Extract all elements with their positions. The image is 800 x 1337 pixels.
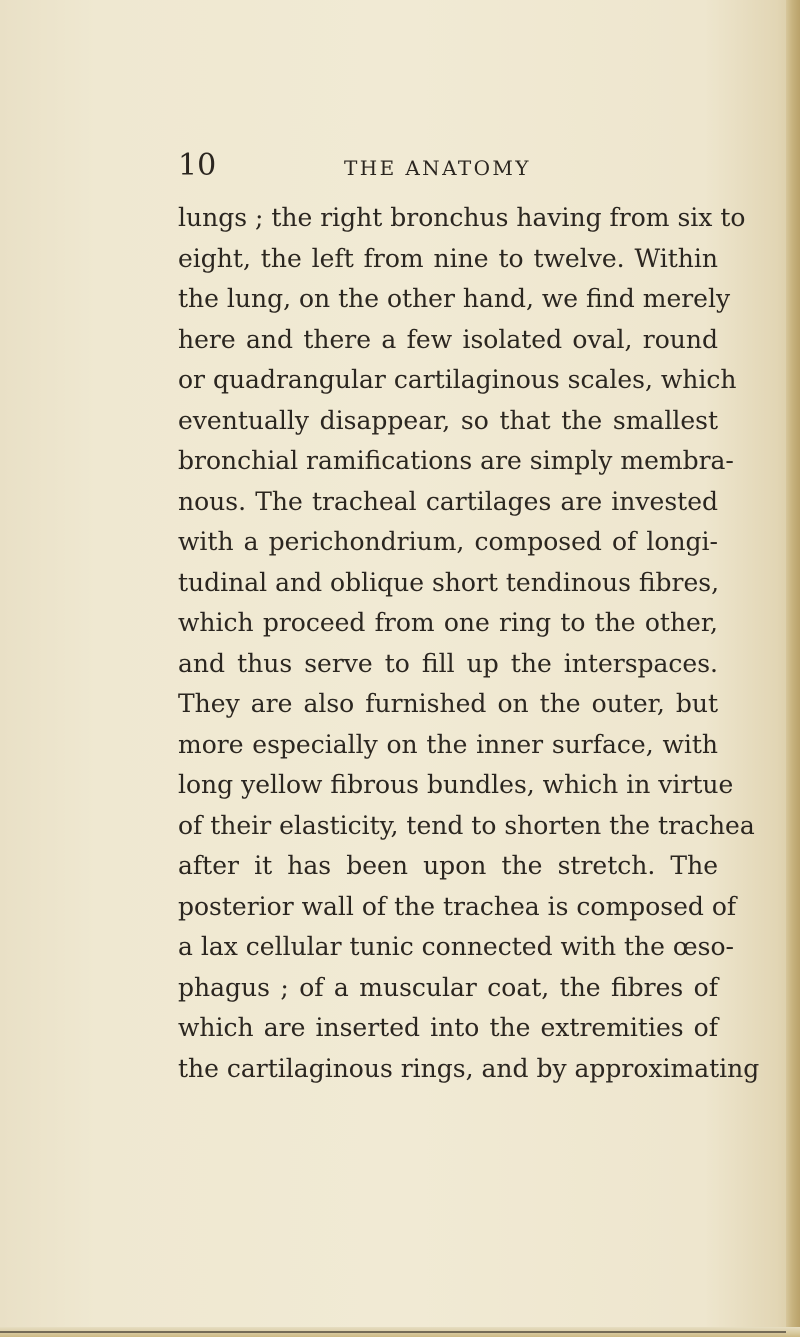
text-line: bronchial ramifications are simply membra- [178, 446, 734, 475]
text-line: with a perichondrium, composed of longi- [178, 527, 718, 556]
text-line: which are inserted into the extremities of [178, 1013, 718, 1042]
bottom-rule [0, 1331, 786, 1333]
running-title: THE ANATOMY [344, 156, 531, 180]
text-line: the cartilaginous rings, and by approximating [178, 1053, 760, 1083]
text-line: tudinal and oblique short tendinous fibres, [178, 567, 720, 597]
text-line: long yellow fibrous bundles, which in virtue [178, 770, 734, 799]
page-number: 10 [178, 148, 217, 183]
text-line: which proceed from one ring to the other, [178, 608, 718, 637]
text-line: eight, the left from nine to twelve. Within [178, 243, 718, 273]
text-line: and thus serve to fill up the interspaces. [178, 648, 718, 678]
text-line: the lung, on the other hand, we find merely [178, 284, 731, 313]
text-line: posterior wall of the trachea is composed of [178, 891, 737, 921]
text-line: They are also furnished on the outer, but [178, 689, 718, 718]
text-line: phagus ; of a muscular coat, the fibres of [178, 972, 718, 1002]
text-line: eventually disappear, so that the smallest [178, 405, 718, 435]
text-line: nous. The tracheal cartilages are invested [178, 486, 718, 516]
text-line: here and there a few isolated oval, round [178, 324, 718, 354]
text-line: or quadrangular cartilaginous scales, which [178, 365, 737, 394]
body-text [178, 198, 760, 1089]
text-line: of their elasticity, tend to shorten the trachea [178, 810, 755, 840]
text-line: a lax cellular tunic connected with the œso- [178, 932, 734, 961]
page-header [178, 148, 698, 188]
page-edge-shadow [786, 0, 800, 1337]
text-line: after it has been upon the stretch. The [178, 851, 718, 880]
text-line: lungs ; the right bronchus having from six to [178, 203, 746, 232]
text-line: more especially on the inner surface, with [178, 729, 718, 759]
